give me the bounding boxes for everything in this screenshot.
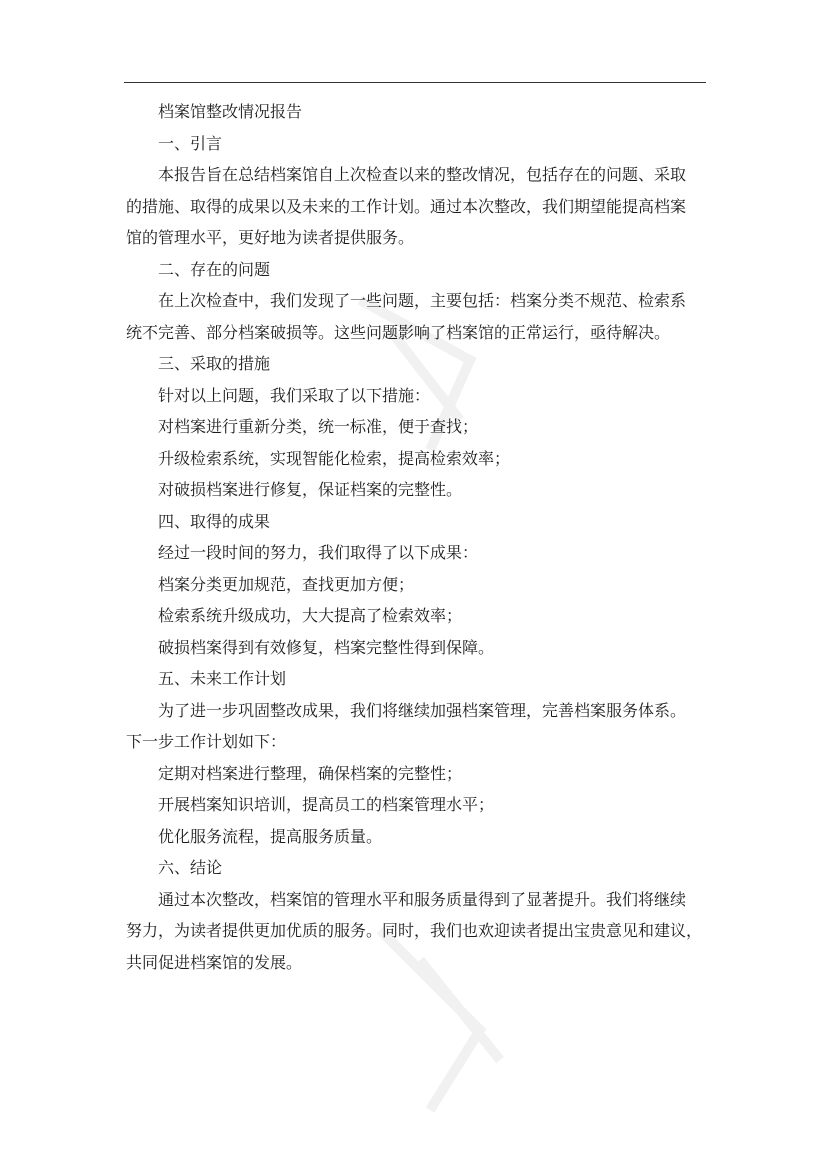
list-item: 破损档案得到有效修复，档案完整性得到保障。 (158, 637, 495, 657)
paragraph-line: 针对以上问题，我们采取了以下措施： (158, 385, 431, 405)
list-item: 对档案进行重新分类，统一标准，便于查找； (158, 417, 479, 436)
paragraph-line: 下一步工作计划如下： (126, 732, 287, 751)
paragraph-line: 的措施、取得的成果以及未来的工作计划。通过本次整改，我们期望能提高档案 (126, 196, 687, 216)
paragraph-line: 为了进一步巩固整改成果，我们将继续加强档案管理，完善档案服务体系。 (158, 700, 687, 720)
paragraph-line: 经过一段时间的努力，我们取得了以下成果： (158, 543, 479, 562)
list-item: 开展档案知识培训，提高员工的档案管理水平； (158, 795, 495, 814)
paragraph-line: 努力，为读者提供更加优质的服务。同时，我们也欢迎读者提出宝贵意见和建议， (126, 921, 703, 940)
header-rule (124, 82, 706, 83)
section-heading: 六、结论 (158, 858, 223, 877)
document-title: 档案馆整改情况报告 (158, 102, 303, 121)
paragraph-line: 共同促进档案馆的发展。 (126, 952, 303, 972)
list-item: 升级检索系统，实现智能化检索，提高检索效率； (158, 448, 511, 468)
paragraph-line: 统不完善、部分档案破损等。这些问题影响了档案馆的正常运行，亟待解决。 (126, 322, 671, 342)
paragraph-line: 馆的管理水平，更好地为读者提供服务。 (126, 228, 415, 247)
list-item: 档案分类更加规范，查找更加方便； (158, 574, 415, 594)
paragraph-line: 通过本次整改，档案馆的管理水平和服务质量得到了显著提升。我们将继续 (158, 889, 687, 909)
section-heading: 三、采取的措施 (158, 354, 271, 373)
list-item: 优化服务流程，提高服务质量。 (158, 826, 383, 846)
list-item: 对破损档案进行修复，保证档案的完整性。 (158, 480, 463, 499)
section-heading: 一、引言 (158, 133, 223, 153)
list-item: 检索系统升级成功，大大提高了检索效率； (158, 606, 463, 625)
paragraph-line: 在上次检查中，我们发现了一些问题，主要包括：档案分类不规范、检索系 (158, 291, 687, 310)
section-heading: 二、存在的问题 (158, 259, 271, 279)
document-content (126, 96, 708, 978)
list-item: 定期对档案进行整理，确保档案的完整性； (158, 763, 463, 783)
section-heading: 五、未来工作计划 (158, 669, 287, 688)
section-heading: 四、取得的成果 (158, 511, 271, 531)
paragraph-line: 本报告旨在总结档案馆自上次检查以来的整改情况，包括存在的问题、采取 (158, 165, 687, 184)
